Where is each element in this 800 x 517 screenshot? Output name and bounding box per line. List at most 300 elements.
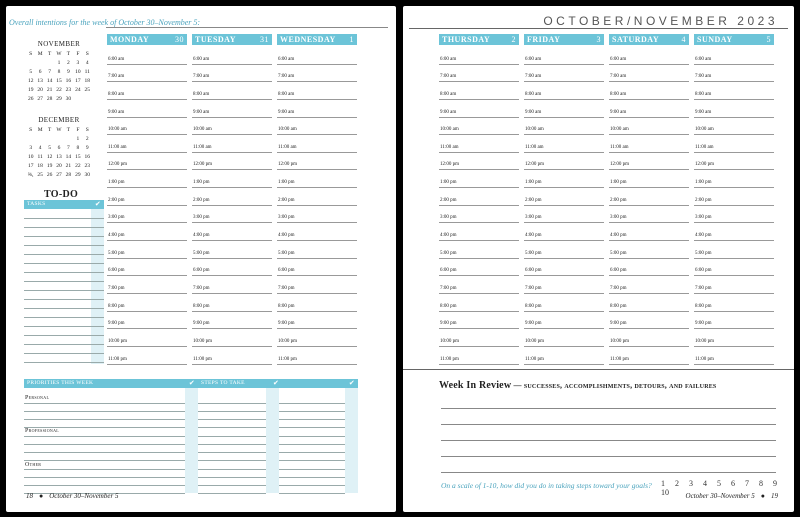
entry-line[interactable] — [279, 419, 345, 420]
entry-line[interactable] — [279, 493, 345, 494]
time-slot[interactable] — [192, 134, 272, 153]
time-slot[interactable] — [107, 240, 187, 259]
day-number: 5 — [766, 35, 771, 44]
calendar-day[interactable]: 19 — [46, 163, 53, 169]
todo-row[interactable] — [24, 362, 104, 363]
time-slot[interactable] — [107, 134, 187, 153]
calendar-day[interactable]: 29 — [56, 96, 62, 102]
time-slot[interactable] — [694, 328, 774, 347]
todo-row[interactable] — [24, 218, 104, 219]
time-slot[interactable] — [439, 134, 519, 153]
time-slot[interactable] — [192, 170, 272, 189]
time-slot[interactable] — [107, 311, 187, 330]
calendar-day[interactable]: 18 — [84, 78, 91, 84]
time-slot[interactable] — [524, 134, 604, 153]
calendar-day[interactable]: 5 — [29, 69, 33, 75]
time-slot[interactable] — [439, 311, 519, 330]
time-label: 11:00 pm — [108, 356, 127, 362]
calendar-day[interactable]: 15 — [75, 154, 81, 160]
time-slot[interactable] — [277, 46, 357, 65]
time-slot[interactable] — [609, 152, 689, 171]
time-slot[interactable] — [192, 328, 272, 347]
title-rule — [409, 28, 788, 29]
entry-line[interactable] — [198, 460, 266, 461]
time-label: 11:00 am — [525, 144, 544, 150]
day-name: TUESDAY — [195, 35, 236, 44]
scale-option[interactable]: 5 — [717, 479, 721, 488]
time-slot[interactable] — [694, 311, 774, 330]
entry-line[interactable] — [198, 452, 266, 453]
calendar-day[interactable]: 20 — [37, 87, 43, 93]
time-slot[interactable] — [107, 293, 187, 312]
time-slot[interactable] — [107, 223, 187, 242]
calendar-day[interactable]: 22 — [75, 163, 81, 169]
calendar-day[interactable]: 19 — [27, 87, 34, 93]
entry-line[interactable] — [198, 469, 266, 470]
calendar-title: DECEMBER — [38, 116, 80, 124]
time-slot[interactable] — [524, 223, 604, 242]
category-other: Other — [25, 462, 42, 468]
calendar-day[interactable]: 12 — [27, 78, 34, 84]
time-slot[interactable] — [524, 205, 604, 224]
time-label: 10:00 am — [695, 127, 714, 133]
day-column-thursday — [439, 34, 519, 362]
time-slot[interactable] — [524, 170, 604, 189]
calendar-day[interactable]: 3 — [29, 145, 33, 151]
time-slot[interactable] — [277, 275, 357, 294]
todo-row[interactable] — [24, 245, 104, 246]
time-slot[interactable] — [277, 152, 357, 171]
todo-row[interactable] — [24, 281, 104, 282]
todo-row[interactable] — [24, 254, 104, 255]
calendar-day[interactable]: 14 — [65, 154, 72, 160]
time-slot[interactable] — [439, 205, 519, 224]
time-label: 6:00 pm — [610, 268, 627, 274]
todo-row[interactable] — [24, 344, 104, 345]
calendar-day[interactable]: ⅜₁ — [27, 172, 34, 178]
todo-row[interactable] — [24, 227, 104, 228]
calendar-day — [73, 96, 82, 103]
entry-line[interactable] — [24, 427, 185, 428]
time-slot[interactable] — [277, 258, 357, 277]
time-slot[interactable] — [107, 205, 187, 224]
time-slot[interactable] — [107, 187, 187, 206]
time-label: 10:00 pm — [440, 338, 460, 344]
time-slot[interactable] — [694, 117, 774, 136]
entry-line[interactable] — [24, 411, 185, 412]
time-slot[interactable] — [694, 134, 774, 153]
time-slot[interactable] — [277, 170, 357, 189]
entry-line[interactable] — [24, 460, 185, 461]
calendar-day[interactable]: 27 — [37, 96, 43, 102]
calendar-day[interactable]: 16 — [65, 78, 72, 84]
calendar-day[interactable]: 5 — [48, 145, 51, 151]
review-line[interactable] — [441, 456, 776, 457]
todo-row[interactable] — [24, 317, 104, 318]
time-slot[interactable] — [609, 205, 689, 224]
entry-line[interactable] — [279, 411, 345, 412]
time-slot[interactable] — [192, 46, 272, 65]
calendar-day[interactable]: 16 — [84, 154, 91, 160]
calendar-day[interactable]: 2 — [85, 136, 89, 142]
time-slot[interactable] — [439, 117, 519, 136]
todo-row[interactable] — [24, 326, 104, 327]
calendar-day[interactable]: 2 — [67, 60, 70, 66]
day-name: WEDNESDAY — [280, 35, 336, 44]
calendar-day[interactable]: 10 — [75, 69, 81, 75]
calendar-day[interactable]: 1 — [57, 60, 61, 66]
priorities-header — [24, 379, 198, 388]
time-slot[interactable] — [439, 293, 519, 312]
time-slot[interactable] — [609, 170, 689, 189]
time-slot[interactable] — [277, 328, 357, 347]
time-slot[interactable] — [609, 134, 689, 153]
time-slot[interactable] — [192, 275, 272, 294]
time-slot[interactable] — [277, 117, 357, 136]
calendar-day[interactable]: 9 — [67, 69, 70, 75]
time-slot[interactable] — [524, 152, 604, 171]
time-slot[interactable] — [694, 205, 774, 224]
scale-option[interactable]: 10 — [661, 488, 669, 497]
time-slot[interactable] — [192, 311, 272, 330]
time-slot[interactable] — [107, 64, 187, 83]
entry-line[interactable] — [24, 444, 185, 445]
entry-line[interactable] — [24, 452, 185, 453]
time-slot[interactable] — [609, 293, 689, 312]
calendar-day[interactable]: 10 — [27, 154, 34, 160]
time-slot[interactable] — [609, 346, 689, 365]
calendar-day[interactable]: 20 — [56, 163, 62, 169]
time-label: 10:00 am — [440, 127, 459, 133]
time-slot[interactable] — [694, 81, 774, 100]
time-slot[interactable] — [439, 99, 519, 118]
todo-row[interactable] — [24, 290, 104, 291]
entry-line[interactable] — [279, 469, 345, 470]
time-label: 11:00 am — [278, 144, 297, 150]
time-label: 4:00 pm — [695, 233, 712, 239]
calendar-day[interactable]: 17 — [75, 78, 81, 84]
day-column-sunday — [694, 34, 774, 362]
time-slot[interactable] — [277, 64, 357, 83]
time-label: 9:00 pm — [278, 321, 295, 327]
time-slot[interactable] — [192, 240, 272, 259]
entry-line[interactable] — [24, 419, 185, 420]
time-slot[interactable] — [439, 275, 519, 294]
calendar-day[interactable]: 1 — [76, 136, 80, 142]
todo-check-column — [91, 209, 104, 364]
time-slot[interactable] — [277, 223, 357, 242]
time-slot[interactable] — [192, 81, 272, 100]
time-slot[interactable] — [277, 293, 357, 312]
step-check-column — [345, 388, 358, 493]
scale-option[interactable]: 4 — [703, 479, 707, 488]
time-slot[interactable] — [107, 46, 187, 65]
entry-line[interactable] — [279, 436, 345, 437]
calendar-day[interactable]: 11 — [84, 69, 90, 75]
calendar-day[interactable]: 4 — [38, 145, 42, 151]
calendar-day[interactable]: 28 — [65, 172, 72, 178]
entry-line[interactable] — [198, 436, 266, 437]
time-slot[interactable] — [609, 258, 689, 277]
calendar-day[interactable]: 13 — [37, 78, 43, 84]
time-label: 7:00 pm — [440, 286, 457, 292]
time-slot[interactable] — [277, 205, 357, 224]
calendar-day[interactable]: 26 — [46, 172, 53, 178]
entry-line[interactable] — [198, 477, 266, 478]
calendar-day[interactable]: 11 — [37, 154, 43, 160]
todo-row[interactable] — [24, 353, 104, 354]
time-slot[interactable] — [107, 170, 187, 189]
time-slot[interactable] — [277, 240, 357, 259]
entry-line[interactable] — [24, 436, 185, 437]
time-label: 7:00 am — [695, 74, 712, 80]
time-slot[interactable] — [524, 311, 604, 330]
calendar-day[interactable]: 23 — [84, 163, 91, 169]
page-number: 18 — [26, 492, 33, 500]
time-slot[interactable] — [192, 258, 272, 277]
calendar-day[interactable]: 9 — [85, 145, 89, 151]
time-slot[interactable] — [277, 187, 357, 206]
time-slot[interactable] — [609, 117, 689, 136]
time-slot[interactable] — [277, 346, 357, 365]
entry-line[interactable] — [279, 427, 345, 428]
calendar-day[interactable]: 30 — [84, 172, 91, 178]
weekday-label: W — [56, 127, 62, 133]
entry-line[interactable] — [198, 493, 266, 494]
time-slot[interactable] — [524, 99, 604, 118]
time-slot[interactable] — [439, 258, 519, 277]
time-label: 3:00 pm — [525, 215, 542, 221]
time-slot[interactable] — [524, 293, 604, 312]
time-slot[interactable] — [524, 187, 604, 206]
time-slot[interactable] — [694, 64, 774, 83]
time-slot[interactable] — [609, 64, 689, 83]
entry-line[interactable] — [279, 452, 345, 453]
time-label: 12:00 pm — [610, 162, 630, 168]
time-slot[interactable] — [107, 152, 187, 171]
time-slot[interactable] — [192, 117, 272, 136]
time-slot[interactable] — [107, 117, 187, 136]
time-slot[interactable] — [609, 311, 689, 330]
calendar-day[interactable]: 21 — [46, 87, 53, 93]
calendar-day[interactable]: 6 — [57, 145, 61, 151]
time-slot[interactable] — [694, 99, 774, 118]
time-slot[interactable] — [694, 346, 774, 365]
scale-option[interactable]: 9 — [773, 479, 777, 488]
entry-line[interactable] — [279, 444, 345, 445]
day-name: MONDAY — [110, 35, 150, 44]
time-slot[interactable] — [524, 240, 604, 259]
entry-line[interactable] — [198, 419, 266, 420]
scale-option[interactable]: 8 — [759, 479, 763, 488]
time-label: 4:00 pm — [525, 233, 542, 239]
calendar-day[interactable]: 24 — [75, 87, 81, 93]
time-slot[interactable] — [439, 223, 519, 242]
entry-line[interactable] — [198, 411, 266, 412]
calendar-day[interactable]: 7 — [48, 69, 51, 75]
time-slot[interactable] — [694, 223, 774, 242]
todo-row[interactable] — [24, 236, 104, 237]
calendar-day[interactable]: 25 — [84, 87, 91, 93]
time-label: 6:00 pm — [695, 268, 712, 274]
entry-line[interactable] — [279, 485, 345, 486]
time-slot[interactable] — [192, 346, 272, 365]
entry-line[interactable] — [24, 485, 185, 486]
calendar-day[interactable]: 23 — [65, 87, 72, 93]
time-slot[interactable] — [609, 223, 689, 242]
time-slot[interactable] — [694, 240, 774, 259]
time-slot[interactable] — [192, 152, 272, 171]
calendar-day[interactable]: 8 — [57, 69, 61, 75]
time-slot[interactable] — [609, 46, 689, 65]
time-label: 3:00 pm — [193, 215, 210, 221]
calendar-day[interactable]: 22 — [56, 87, 62, 93]
entry-line[interactable] — [279, 403, 345, 404]
todo-row[interactable] — [24, 263, 104, 264]
time-slot[interactable] — [439, 64, 519, 83]
time-slot[interactable] — [694, 152, 774, 171]
entry-line[interactable] — [198, 427, 266, 428]
weekday-label: M — [37, 51, 43, 57]
entry-line[interactable] — [198, 485, 266, 486]
time-slot[interactable] — [524, 328, 604, 347]
time-slot[interactable] — [524, 275, 604, 294]
time-slot[interactable] — [439, 170, 519, 189]
time-slot[interactable] — [694, 275, 774, 294]
time-label: 9:00 pm — [610, 321, 627, 327]
calendar-day[interactable]: 4 — [85, 60, 89, 66]
entry-line[interactable] — [198, 444, 266, 445]
calendar-day[interactable]: 17 — [27, 163, 34, 169]
calendar-day[interactable]: 27 — [56, 172, 62, 178]
time-slot[interactable] — [107, 346, 187, 365]
review-line[interactable] — [441, 440, 776, 441]
time-label: 11:00 pm — [278, 356, 297, 362]
time-slot[interactable] — [524, 258, 604, 277]
calendar-day[interactable]: 15 — [56, 78, 62, 84]
calendar-day[interactable]: 21 — [65, 163, 72, 169]
calendar-day[interactable]: 6 — [38, 69, 42, 75]
calendar-title: NOVEMBER — [37, 40, 81, 48]
time-slot[interactable] — [277, 81, 357, 100]
time-slot[interactable] — [439, 81, 519, 100]
time-slot[interactable] — [107, 258, 187, 277]
todo-row[interactable] — [24, 272, 104, 273]
review-line[interactable] — [441, 408, 776, 409]
calendar-day[interactable]: 26 — [27, 96, 34, 102]
entry-line[interactable] — [279, 460, 345, 461]
day-column-monday — [107, 34, 187, 362]
time-slot[interactable] — [694, 258, 774, 277]
time-slot[interactable] — [192, 64, 272, 83]
time-slot[interactable] — [609, 99, 689, 118]
todo-row[interactable] — [24, 299, 104, 300]
calendar-day[interactable]: 30 — [65, 96, 72, 102]
time-label: 12:00 pm — [108, 162, 128, 168]
time-slot[interactable] — [694, 46, 774, 65]
time-slot[interactable] — [192, 99, 272, 118]
calendar-day[interactable]: 12 — [46, 154, 53, 160]
calendar-day[interactable]: 8 — [76, 145, 80, 151]
time-slot[interactable] — [609, 240, 689, 259]
scale-option[interactable]: 7 — [745, 479, 749, 488]
time-label: 6:00 pm — [525, 268, 542, 274]
time-slot[interactable] — [439, 152, 519, 171]
time-slot[interactable] — [439, 328, 519, 347]
review-line[interactable] — [441, 424, 776, 425]
time-slot[interactable] — [107, 99, 187, 118]
time-slot[interactable] — [439, 187, 519, 206]
time-slot[interactable] — [524, 46, 604, 65]
calendar-day[interactable]: 29 — [75, 172, 81, 178]
time-slot[interactable] — [609, 81, 689, 100]
time-slot[interactable] — [277, 134, 357, 153]
time-slot[interactable] — [694, 293, 774, 312]
time-slot[interactable] — [277, 99, 357, 118]
time-slot[interactable] — [609, 187, 689, 206]
time-slot[interactable] — [107, 275, 187, 294]
calendar-day[interactable]: 7 — [67, 145, 70, 151]
time-slot[interactable] — [609, 275, 689, 294]
week-review-title — [439, 380, 716, 391]
time-slot[interactable] — [524, 81, 604, 100]
calendar-day[interactable]: 14 — [46, 78, 53, 84]
calendar-day[interactable]: 13 — [56, 154, 62, 160]
scale-option[interactable]: 3 — [689, 479, 693, 488]
time-label: 10:00 am — [610, 127, 629, 133]
calendar-day[interactable]: 3 — [76, 60, 80, 66]
entry-line[interactable] — [24, 469, 185, 470]
entry-line[interactable] — [279, 477, 345, 478]
time-label: 9:00 pm — [525, 321, 542, 327]
time-slot[interactable] — [439, 346, 519, 365]
time-slot[interactable] — [107, 81, 187, 100]
scale-option[interactable]: 6 — [731, 479, 735, 488]
left-page — [6, 6, 396, 512]
time-label: 6:00 am — [193, 56, 210, 62]
time-slot[interactable] — [694, 187, 774, 206]
entry-line[interactable] — [24, 403, 185, 404]
todo-row[interactable] — [24, 308, 104, 309]
time-slot[interactable] — [107, 328, 187, 347]
weekday-label: S — [29, 51, 33, 57]
time-slot[interactable] — [609, 328, 689, 347]
time-slot[interactable] — [192, 223, 272, 242]
time-slot[interactable] — [524, 64, 604, 83]
calendar-day[interactable]: 18 — [37, 163, 43, 169]
time-slot[interactable] — [277, 311, 357, 330]
scale-option[interactable]: 2 — [675, 479, 679, 488]
calendar-day[interactable]: 28 — [46, 96, 53, 102]
time-slot[interactable] — [439, 240, 519, 259]
time-label: 1:00 pm — [610, 180, 627, 186]
calendar-day[interactable]: 25 — [37, 172, 43, 178]
intentions-line[interactable] — [106, 27, 388, 28]
time-slot[interactable] — [439, 46, 519, 65]
todo-row[interactable] — [24, 335, 104, 336]
scale-option[interactable]: 1 — [661, 479, 665, 488]
time-slot[interactable] — [192, 187, 272, 206]
november-calendar — [26, 40, 92, 103]
entry-line[interactable] — [24, 477, 185, 478]
time-slot[interactable] — [192, 205, 272, 224]
review-line[interactable] — [441, 472, 776, 473]
time-slot[interactable] — [524, 346, 604, 365]
time-slot[interactable] — [524, 117, 604, 136]
entry-line[interactable] — [198, 403, 266, 404]
time-slot[interactable] — [192, 293, 272, 312]
time-slot[interactable] — [694, 170, 774, 189]
